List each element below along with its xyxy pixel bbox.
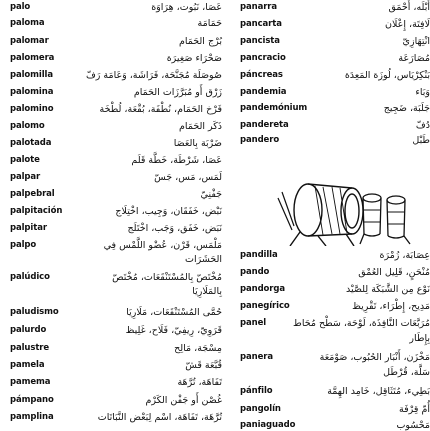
headword: panegírico: [240, 301, 290, 311]
headword: palomo: [10, 121, 45, 131]
headword: palomera: [10, 53, 55, 63]
headword: pandero: [240, 135, 280, 145]
headword: pandilla: [240, 250, 278, 260]
headword: palustre: [10, 343, 50, 353]
definition: ذَكَر الحَمَام: [179, 121, 222, 132]
headword: palpo: [10, 240, 37, 250]
headword: pando: [240, 267, 270, 277]
definition: جَفْنِيّ: [200, 189, 222, 200]
headword: paniaguado: [240, 420, 296, 430]
definition: جَلَبَة، ضَجِيج: [383, 103, 430, 114]
definition: بَطِيء، مُتَثَاقِل، خَامِد الهِمَّة: [327, 386, 430, 397]
definition: لَمَس، مَس، جَسّ: [154, 172, 222, 183]
definition: قَرَوِيّ، رِيفِيّ، فَلَاح، غَلِيظ: [125, 325, 222, 336]
definition: بُرْج الحَمَام: [179, 36, 222, 47]
definition: وَبَاء: [415, 87, 430, 98]
definition: نَبَض، خَفَق، وَجَب، اخْتَلَج: [127, 223, 222, 234]
headword: panarra: [240, 2, 278, 12]
headword: palpitación: [10, 206, 63, 216]
definition: عِصَابَة، زُمْرَة: [379, 250, 430, 261]
headword: pandemónium: [240, 103, 308, 113]
headword: palpitar: [10, 223, 47, 233]
headword: palomilla: [10, 70, 54, 80]
definition: حَمَامَة: [197, 18, 222, 29]
headword: pangolín: [240, 404, 281, 414]
definition: زَرْق أَو مُبَرَّزَات الحَمَام: [133, 87, 222, 98]
headword: pamema: [10, 377, 51, 387]
headword: pandemia: [240, 87, 287, 97]
headword: paludismo: [10, 307, 59, 317]
headword: pámpano: [10, 395, 54, 405]
definition: قُبَّعَة قَشّ: [185, 360, 222, 371]
definition: صُوصَلَة مُجَنَّحَة، فَرَاشَة، وَعَامَة رَفّ: [85, 70, 222, 81]
definition: طَبْل: [412, 135, 430, 146]
definition: لَافِتَة، إِعْلَان: [385, 19, 430, 30]
definition-continued: بِالمَلَارِيَا: [192, 286, 222, 297]
headword: pandorga: [240, 284, 286, 294]
headword: palotada: [10, 138, 52, 148]
definition: مَلْمَس، قَرْن، عُضْو اللَّمْس فِي: [103, 240, 222, 251]
definition: انْتِهَازِيّ: [402, 36, 430, 47]
definition-continued: سَلَّة، قُرْطَل: [383, 367, 430, 378]
headword: pancarta: [240, 19, 282, 29]
headword: palo: [10, 2, 31, 12]
headword: panel: [240, 318, 267, 328]
definition: عَصَا، شَرْطَة، خَطَّة قَلَم: [131, 155, 222, 166]
definition: مَدِيح، إِطْرَاء، تَقْرِيظ: [352, 301, 430, 312]
headword: pamplina: [10, 412, 54, 422]
definition: دُفّ: [415, 120, 430, 131]
definition: مُنْحَنٍ، قَلِيل العُمْق: [358, 267, 430, 278]
definition: مَحْسُوب: [396, 420, 430, 431]
definition: ضَرْبَة بِالعَصَا: [173, 138, 222, 149]
definition: حُمَّى المُسْتَنْقَعَات، مَلَارِيَا: [126, 307, 222, 318]
definition: نَوْع مِن الشَّبَكَة لِلصَّيْد: [346, 284, 430, 295]
definition: تُرَّهَة، تَفَاهَة، اسْم لِبَعْض النَّبَاتَات: [97, 412, 222, 423]
headword: pánfilo: [240, 386, 273, 396]
drums-illustration: [260, 176, 420, 246]
headword: palúdico: [10, 272, 50, 282]
definition: أَبْلَه، أَحْمَق: [388, 2, 430, 13]
definition: بَنْكِرْيَاس، لُوزَة المَعِدَة: [344, 70, 430, 81]
headword: palomino: [10, 104, 54, 114]
headword: pancracio: [240, 53, 286, 63]
headword: páncreas: [240, 70, 283, 80]
definition: فَرْخ الحَمَام، نُطْفَة، بُقْعَة، لُطْخَة: [99, 104, 222, 115]
definition: أُمّ قِرْفَة: [399, 404, 430, 415]
headword: palpebral: [10, 189, 55, 199]
headword: pamela: [10, 360, 45, 370]
definition-continued: الحَشَرَات: [185, 254, 222, 265]
headword: palurdo: [10, 325, 47, 335]
headword: palomina: [10, 87, 54, 97]
definition: غُصْن أَو جَفْن الكَرْم: [145, 395, 222, 406]
definition: صَحْرَاء صَغِيرَة: [166, 53, 222, 64]
headword: palomar: [10, 36, 49, 46]
headword: panera: [240, 352, 273, 362]
definition-continued: بِإِطَار: [409, 333, 430, 344]
headword: palpar: [10, 172, 41, 182]
definition: مَخْزَن، أَنْبَار الحُبُوب، صَوْمَعَة: [319, 352, 430, 363]
headword: paloma: [10, 18, 45, 28]
headword: palote: [10, 155, 40, 165]
definition: عَصَا، نَبُوت، هِرَاوَة: [151, 2, 222, 13]
definition: تَفَاهَة، تُرَّهَة: [177, 377, 222, 388]
definition: مُرَبَّعَات النَّافِذَة، لَوْحَة، سَطْح مُحَاط: [293, 318, 430, 329]
definition: مُخْتَصّ بِالمُسْتَنْقَعَات، مُخْتَصّ: [112, 272, 222, 283]
definition: نَبْض، خَفَقَان، وَجِيب، اخْتِلَاج: [115, 206, 222, 217]
definition: مُصَارَعَة: [398, 53, 430, 64]
headword: pancista: [240, 36, 280, 46]
headword: pandereta: [240, 120, 289, 130]
definition: مِسْجَة، مَالِح: [174, 343, 222, 354]
